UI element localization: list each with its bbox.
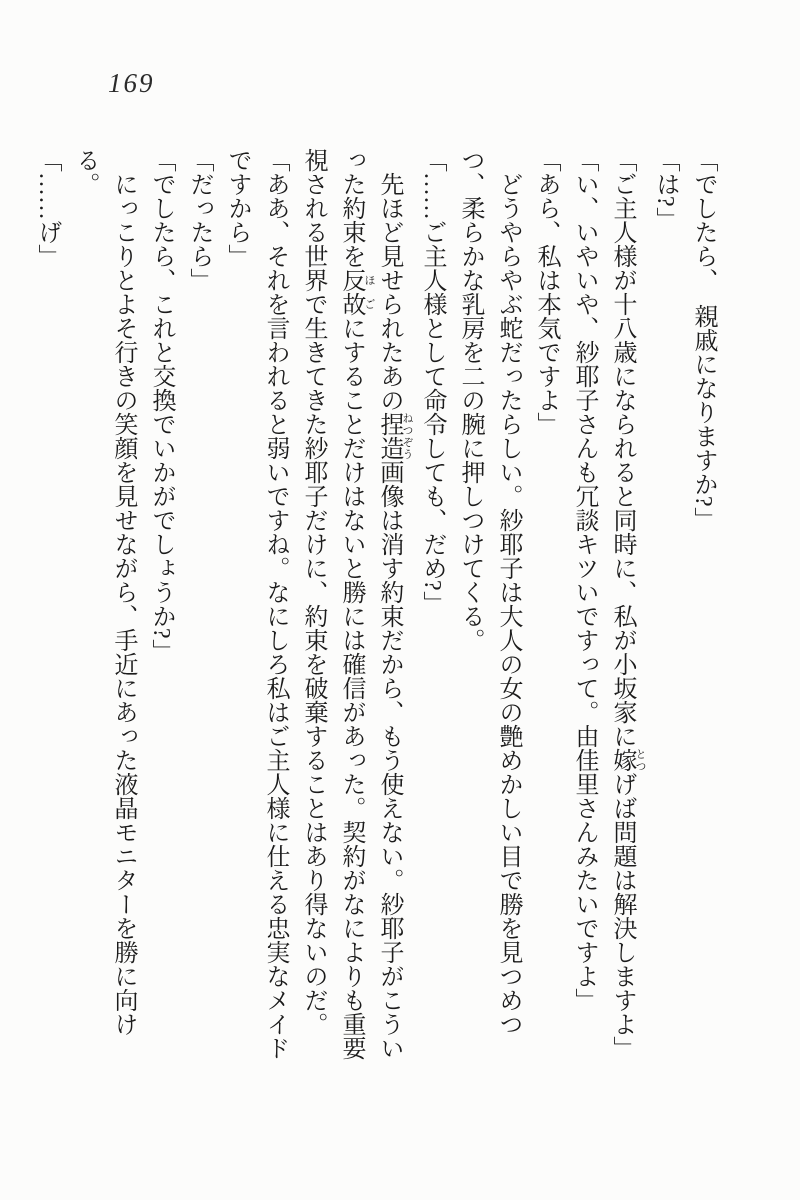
page-number: 169 (108, 68, 155, 98)
paragraph: どうやらやぶ蛇だったらしい。紗耶子は大人の女の艶めかしい目で勝を見つめつつ、柔らかな乳房を二の腕に押しつけてくる。 (457, 148, 521, 1036)
paragraph: 先ほど見せられたあの捏造 ねつぞう画像は消す約束だから、もう使えない。紗耶子がこういった約束を反故 ほごにすることだけはないと勝には確信があった。契約がなによりも重要視される世界で生きてきた紗耶子だけに、約束を破棄することはあり得ないのだ。 (300, 148, 413, 1060)
paragraph: 「ああ、それを言われると弱いですね。なにしろ私はご主人様に仕える忠実なメイドですから」 (224, 148, 288, 1060)
furigana-annotated-word: 嫁 とつ (609, 748, 646, 772)
paragraph: 「い、いやいや、紗耶子さんも冗談キツいですって。由佳里さんみたいですよ」 (571, 148, 597, 1012)
paragraph: 「だったら」 (186, 148, 212, 292)
paragraph: 「あら、私は本気ですよ」 (533, 148, 559, 436)
text-block (34, 148, 722, 1072)
furigana-annotated-word: 捏造 ねつぞう (376, 412, 413, 460)
paragraph: にっこりとよそ行きの笑顔を見せながら、手近にあった液晶モニターを勝に向ける。 (72, 148, 136, 1036)
paragraph: 「……ご主人様として命令しても、だめ?」 (419, 148, 445, 615)
paragraph: 「でしたら、これと交換でいかがでしょうか?」 (148, 148, 174, 663)
paragraph: 「は?」 (652, 148, 678, 231)
paragraph: 「……げ」 (34, 148, 60, 268)
furigana-annotated-word: 反故 ほご (338, 268, 375, 316)
paragraph: 「ご主人様が十八歳になられると同時に、私が小坂家に嫁 とつげば問題は解決しますよ」 (609, 148, 646, 1060)
paragraph: 「でしたら、 親戚になりますか?」 (690, 148, 716, 531)
